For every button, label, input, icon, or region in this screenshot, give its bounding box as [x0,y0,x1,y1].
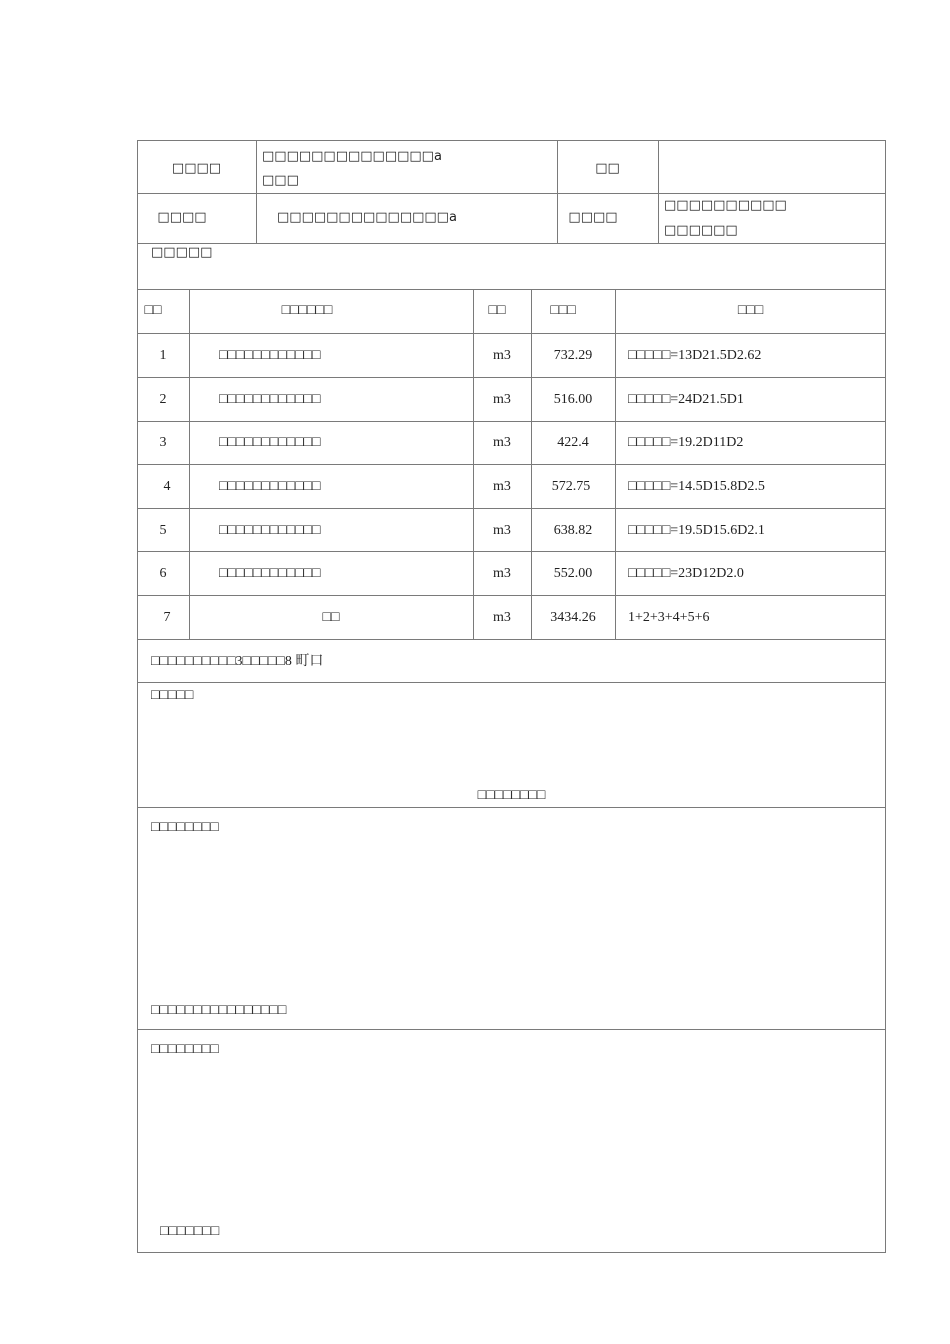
block1-signature: □□□□□□□□ [477,788,546,803]
col-header-unit: □□ [488,303,506,318]
row-divider [137,595,886,596]
row-unit: m3 [493,523,511,538]
row-qty: 422.4 [557,435,589,450]
unit-name-label: □□□□ [157,210,207,225]
row-qty: 552.00 [553,566,593,581]
table-header-bottom [137,333,886,334]
row-divider [137,377,886,378]
row-qty: 732.29 [553,348,593,363]
block2-title: □□□□□□□□ [151,820,219,835]
section-title: □□□□□ [151,245,213,260]
row-name: □□□□□□□□□□□□ [219,392,321,407]
col-header-item: □□□□□□ [281,303,333,318]
row-divider [137,464,886,465]
row-formula: □□□□□=19.2D11D2 [628,435,744,450]
row-name: □□□□□□□□□□□□ [219,348,321,363]
row-name: □□□□□□□□□□□□ [219,479,321,494]
table-bottom-line [137,639,886,640]
header-divider-1 [137,193,886,194]
header-col-divider-2 [557,140,558,243]
row-name: □□□□□□□□□□□□ [219,523,321,538]
row-qty: 3434.26 [550,610,596,625]
block2-divider [137,1029,886,1030]
row-no: 6 [159,566,167,581]
row-qty: 572.75 [551,479,591,494]
row-no: 4 [163,479,171,494]
col-header-formula: □□□ [737,303,764,318]
row-formula: 1+2+3+4+5+6 [628,610,710,625]
header-col-divider-3 [658,140,659,243]
note-divider [137,682,886,683]
row-unit: m3 [493,610,511,625]
block2-signature: □□□□□□□□□□□□□□□□ [151,1003,287,1018]
row-unit: m3 [493,392,511,407]
row-name: □□□□□□□□□□□□ [219,566,321,581]
project-name-value-line2: □□□ [262,173,299,188]
row-formula: □□□□□=24D21.5D1 [628,392,744,407]
header-divider-2 [137,243,886,244]
contractor-value-line1: □□□□□□□□□□ [664,198,787,213]
row-qty: 638.82 [553,523,593,538]
row-unit: m3 [493,566,511,581]
col-header-no: □□ [144,303,162,318]
row-no: 1 [159,348,167,363]
row-qty: 516.00 [553,392,593,407]
row-name: □□ [322,610,340,625]
row-divider [137,421,886,422]
row-formula: □□□□□=13D21.5D2.62 [628,348,762,363]
contractor-value-line2: □□□□□□ [664,223,738,238]
row-unit: m3 [493,435,511,450]
row-name: □□□□□□□□□□□□ [219,435,321,450]
project-name-value-line1: □□□□□□□□□□□□□□a [262,149,442,164]
date-label: □□ [595,161,620,176]
header-col-divider-1 [256,140,257,243]
col-header-qty: □□□ [550,303,576,318]
block1-divider [137,807,886,808]
row-no: 2 [159,392,167,407]
unit-name-value: □□□□□□□□□□□□□□a [277,210,457,225]
row-formula: □□□□□=14.5D15.8D2.5 [628,479,765,494]
table-top-line [137,289,886,290]
row-unit: m3 [493,348,511,363]
contractor-label: □□□□ [568,210,618,225]
project-name-label: □□□□ [171,161,222,176]
block3-title: □□□□□□□□ [151,1042,219,1057]
block3-signature: □□□□□□□ [160,1224,220,1239]
row-formula: □□□□□=23D12D2.0 [628,566,744,581]
row-divider [137,508,886,509]
calculation-note: □□□□□□□□□□3□□□□□8 町口 [151,654,324,669]
row-no: 3 [159,435,167,450]
row-divider [137,551,886,552]
block1-title: □□□□□ [151,688,194,703]
row-no: 7 [163,610,171,625]
row-no: 5 [159,523,167,538]
row-formula: □□□□□=19.5D15.6D2.1 [628,523,765,538]
row-unit: m3 [493,479,511,494]
